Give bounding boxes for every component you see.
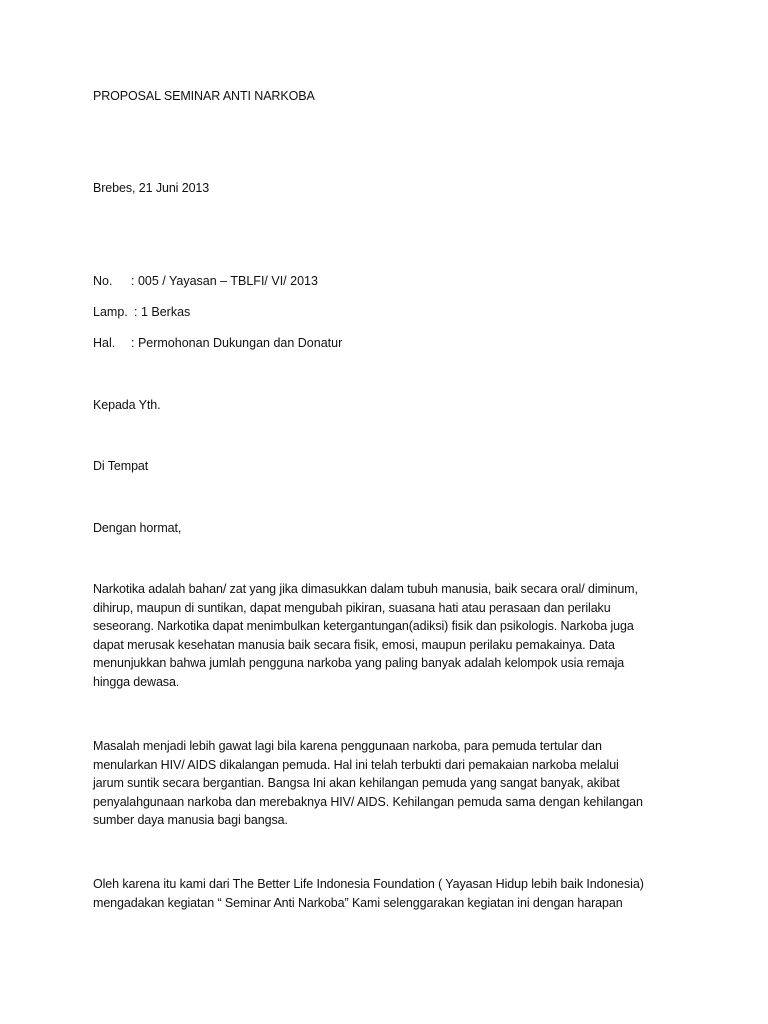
subject-value: : Permohonan Dukungan dan Donatur — [131, 336, 343, 350]
document-date: Brebes, 21 Juni 2013 — [93, 181, 210, 195]
paragraph-2 — [93, 737, 683, 830]
paragraph-1-line: Narkotika adalah bahan/ zat yang jika dimasukkan dalam tubuh manusia, baik secara oral/ diminum, — [93, 582, 638, 596]
attachment-value: : 1 Berkas — [134, 305, 191, 319]
subject-row — [93, 336, 342, 350]
paragraph-1-line: seseorang. Narkotika dapat menimbulkan ketergantungan(adiksi) fisik dan psikologis. Narkoba juga — [93, 619, 634, 634]
paragraph-1 — [93, 580, 683, 692]
place-line: Di Tempat — [93, 459, 149, 473]
letter-number-row — [93, 274, 318, 288]
letter-number-value: : 005 / Yayasan – TBLFI/ VI/ 2013 — [131, 274, 318, 288]
paragraph-1-line: hingga dewasa. — [93, 674, 180, 689]
paragraph-1-line: dapat merusak kesehatan manusia baik secara fisik, emosi, maupun perilaku pemakainya. Data — [93, 637, 615, 652]
paragraph-3-line: mengadakan kegiatan “ Seminar Anti Narkoba” Kami selenggarakan kegiatan ini dengan harapan — [93, 895, 623, 910]
subject-label: Hal. — [93, 336, 116, 350]
letter-number-label: No. — [93, 274, 113, 288]
paragraph-3 — [93, 875, 683, 912]
paragraph-2-line: menularkan HIV/ AIDS dikalangan pemuda. Hal ini telah terbukti dari pemakaian narkoba melalui — [93, 757, 619, 772]
paragraph-1-line: menunjukkan bahwa jumlah pengguna narkoba yang paling banyak adalah kelompok usia remaja — [93, 656, 625, 671]
paragraph-2-line: sumber daya manusia bagi bangsa. — [93, 813, 288, 828]
paragraph-2-line: jarum suntik secara bergantian. Bangsa Ini akan kehilangan pemuda yang sangat banyak, akibat — [93, 776, 620, 791]
paragraph-1-line: dihirup, maupun di suntikan, dapat mengubah pikiran, suasana hati atau perasaan dan perilaku — [93, 600, 611, 615]
attachment-label: Lamp. — [93, 305, 128, 319]
paragraph-2-line: Masalah menjadi lebih gawat lagi bila karena penggunaan narkoba, para pemuda tertular dan — [93, 739, 602, 753]
salutation-line: Dengan hormat, — [93, 521, 182, 535]
recipient-line: Kepada Yth. — [93, 398, 161, 412]
document-title: PROPOSAL SEMINAR ANTI NARKOBA — [93, 89, 315, 103]
paragraph-3-line: Oleh karena itu kami dari The Better Life Indonesia Foundation ( Yayasan Hidup lebih baik Indonesia) — [93, 877, 644, 891]
paragraph-2-line: penyalahgunaan narkoba dan merebaknya HIV/ AIDS. Kehilangan pemuda sama dengan kehilangan — [93, 794, 643, 809]
attachment-row — [93, 305, 190, 319]
